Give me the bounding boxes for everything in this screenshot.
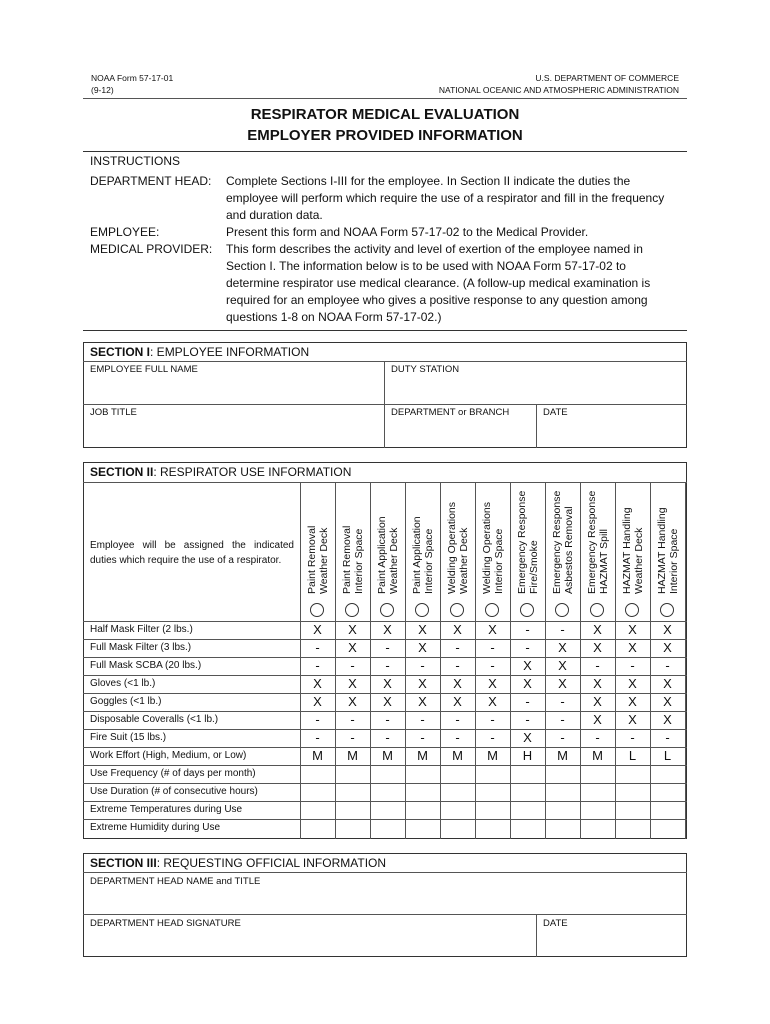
duty-name: Paint Application <box>375 516 388 594</box>
grid-cell: - <box>525 694 530 709</box>
grid-row-line <box>83 765 687 766</box>
duty-name: Welding Operations <box>445 501 458 594</box>
grid-cell: - <box>490 658 495 673</box>
form-number: NOAA Form 57-17-01 <box>91 73 174 83</box>
provider-instructions: This form describes the activity and level of exertion of the employee named in Section I. The information below is to be used with NOAA Form 57-17-02 to determine respirator use medical clearance. (A follow-up medical examination is required for an employee who gives a positive response to any question among questions 1-8 on NOAA Form 57-17-02.) <box>226 242 651 324</box>
grid-cell: - <box>350 658 355 673</box>
grid-cell: L <box>663 748 672 763</box>
grid-cell: - <box>455 658 460 673</box>
section-3-row-divider <box>83 914 687 915</box>
grid-cell: - <box>420 712 425 727</box>
grid-row-label: Fire Suit (15 lbs.) <box>90 732 167 743</box>
duty-select-radio[interactable] <box>485 603 499 617</box>
grid-cell: - <box>455 640 460 655</box>
grid-row-label: Use Frequency (# of days per month) <box>90 768 256 779</box>
duty-location: Interior Space <box>667 528 680 594</box>
duty-name: Emergency Response <box>515 490 528 594</box>
section-1-date-divider <box>536 404 537 448</box>
grid-cell: X <box>628 640 637 655</box>
grid-cell: M <box>452 748 463 763</box>
section-1-name: : EMPLOYEE INFORMATION <box>150 345 310 359</box>
grid-cell: X <box>453 676 462 691</box>
grid-row-label: Extreme Humidity during Use <box>90 822 221 833</box>
grid-cell: - <box>490 712 495 727</box>
grid-cell: - <box>385 658 390 673</box>
duty-location: Interior Space <box>492 528 505 594</box>
department-branch-field[interactable]: DEPARTMENT or BRANCH <box>391 407 510 418</box>
duty-column-label <box>446 484 470 594</box>
duty-station-field[interactable]: DUTY STATION <box>391 364 460 375</box>
grid-cell: M <box>417 748 428 763</box>
grid-cell: X <box>453 694 462 709</box>
grid-cell: X <box>348 676 357 691</box>
grid-cell: X <box>418 694 427 709</box>
grid-cell: X <box>488 694 497 709</box>
grid-cell: X <box>628 622 637 637</box>
duty-location: HAZMAT Spill <box>597 529 610 594</box>
grid-cell: X <box>663 622 672 637</box>
grid-cell: X <box>348 694 357 709</box>
grid-cell: X <box>593 694 602 709</box>
grid-cell: H <box>522 748 533 763</box>
grid-cell: X <box>663 694 672 709</box>
grid-cell: X <box>383 694 392 709</box>
grid-cell: - <box>665 730 670 745</box>
grid-row-label: Half Mask Filter (2 lbs.) <box>90 624 193 635</box>
dept-head-instructions: Complete Sections I-III for the employee. In Section II indicate the duties the employee will perform which require the use of a respirator and fill in the frequency and duration data. <box>226 174 665 222</box>
duty-select-radio[interactable] <box>450 603 464 617</box>
grid-cell: X <box>593 622 602 637</box>
grid-cell: - <box>455 712 460 727</box>
grid-cell: X <box>593 676 602 691</box>
duty-select-radio[interactable] <box>660 603 674 617</box>
grid-cell: - <box>385 640 390 655</box>
grid-row-label: Full Mask SCBA (20 lbs.) <box>90 660 202 671</box>
duty-column-header <box>300 483 335 595</box>
grid-col-line <box>685 482 686 839</box>
duty-location: Weather Deck <box>632 527 645 594</box>
grid-cell: - <box>455 730 460 745</box>
grid-cell: - <box>315 730 320 745</box>
agency-name: NATIONAL OCEANIC AND ATMOSPHERIC ADMINISTRATION <box>438 85 679 95</box>
grid-cell: - <box>595 658 600 673</box>
section-3-number: SECTION III <box>90 856 157 870</box>
job-title-field[interactable]: JOB TITLE <box>90 407 137 418</box>
duty-column-label <box>656 484 680 594</box>
grid-cell: M <box>557 748 568 763</box>
grid-cell: X <box>453 622 462 637</box>
grid-cell: X <box>628 694 637 709</box>
section-1-date-field[interactable]: DATE <box>543 407 568 418</box>
form-revision-date: (9-12) <box>91 85 114 95</box>
header-divider <box>83 98 687 99</box>
grid-cell: - <box>665 658 670 673</box>
grid-cell: X <box>313 694 322 709</box>
grid-cell: M <box>347 748 358 763</box>
section-1-col-divider <box>384 361 385 448</box>
grid-cell: - <box>525 640 530 655</box>
grid-cell: - <box>385 730 390 745</box>
duty-select-radio[interactable] <box>625 603 639 617</box>
grid-cell: X <box>418 622 427 637</box>
duty-column-header <box>510 483 545 595</box>
duty-column-label <box>306 484 330 594</box>
grid-cell: - <box>350 712 355 727</box>
duty-column-label <box>621 484 645 594</box>
employee-instructions: Present this form and NOAA Form 57-17-02 to the Medical Provider. <box>226 225 589 239</box>
grid-cell: - <box>350 730 355 745</box>
duty-column-label <box>481 484 505 594</box>
grid-cell: X <box>488 622 497 637</box>
grid-cell: X <box>628 712 637 727</box>
section-3-name: : REQUESTING OFFICIAL INFORMATION <box>156 856 387 870</box>
grid-row-label: Gloves (<1 lb.) <box>90 678 156 689</box>
grid-cell: M <box>312 748 323 763</box>
grid-cell: L <box>628 748 637 763</box>
grid-cell: X <box>348 640 357 655</box>
grid-cell: - <box>385 712 390 727</box>
section-3-date-field[interactable]: DATE <box>543 918 568 929</box>
grid-cell: - <box>560 712 565 727</box>
duty-column-label <box>551 484 575 594</box>
dept-head-name-title-field[interactable]: DEPARTMENT HEAD NAME and TITLE <box>90 876 261 887</box>
duty-column-header <box>475 483 510 595</box>
duty-select-radio[interactable] <box>310 603 324 617</box>
grid-cell: X <box>418 676 427 691</box>
duty-name: Emergency Response <box>585 490 598 594</box>
grid-cell: - <box>525 622 530 637</box>
duty-select-radio[interactable] <box>380 603 394 617</box>
grid-cell: X <box>593 712 602 727</box>
grid-row-line <box>83 819 687 820</box>
section-1-title <box>90 345 309 359</box>
duty-column-header <box>650 483 685 595</box>
grid-cell: X <box>383 676 392 691</box>
grid-cell: - <box>630 658 635 673</box>
duty-column-label <box>341 484 365 594</box>
duty-select-radio[interactable] <box>345 603 359 617</box>
duty-select-radio[interactable] <box>555 603 569 617</box>
grid-cell: X <box>628 676 637 691</box>
grid-cell: M <box>592 748 603 763</box>
grid-cell: - <box>595 730 600 745</box>
dept-head-signature-field[interactable]: DEPARTMENT HEAD SIGNATURE <box>90 918 241 929</box>
grid-row-line <box>83 783 687 784</box>
provider-label: MEDICAL PROVIDER: <box>90 242 213 256</box>
duty-location: Interior Space <box>422 528 435 594</box>
grid-row-label: Work Effort (High, Medium, or Low) <box>90 750 247 761</box>
section-3-date-divider <box>536 914 537 957</box>
employee-label: EMPLOYEE: <box>90 225 160 239</box>
duty-column-header <box>405 483 440 595</box>
grid-cell: - <box>560 694 565 709</box>
instructions-heading: INSTRUCTIONS <box>90 154 180 168</box>
duty-select-radio[interactable] <box>520 603 534 617</box>
grid-cell: X <box>523 730 532 745</box>
grid-cell: X <box>523 658 532 673</box>
grid-cell: - <box>630 730 635 745</box>
duty-location: Interior Space <box>352 528 365 594</box>
grid-cell: - <box>560 730 565 745</box>
grid-cell: - <box>315 640 320 655</box>
section-2-intro: Employee will be assigned the indicated duties which require the use of a respirator. <box>90 540 294 566</box>
duty-column-header <box>370 483 405 595</box>
duty-column-header <box>335 483 370 595</box>
agency-block <box>439 72 679 96</box>
grid-cell: X <box>523 676 532 691</box>
grid-cell: - <box>420 730 425 745</box>
duty-select-radio[interactable] <box>415 603 429 617</box>
duty-column-label <box>586 484 610 594</box>
duty-location: Weather Deck <box>457 527 470 594</box>
department-name: U.S. DEPARTMENT OF COMMERCE <box>535 73 679 83</box>
duty-column-label <box>516 484 540 594</box>
grid-cell: X <box>593 640 602 655</box>
grid-cell: - <box>315 658 320 673</box>
duty-name: Paint Application <box>410 516 423 594</box>
duty-location: Weather Deck <box>317 527 330 594</box>
title-line-1: RESPIRATOR MEDICAL EVALUATION <box>250 106 520 123</box>
grid-cell: X <box>383 622 392 637</box>
duty-column-label <box>411 484 435 594</box>
section-3-title <box>90 856 386 870</box>
grid-cell: M <box>487 748 498 763</box>
employee-full-name-field[interactable]: EMPLOYEE FULL NAME <box>90 364 198 375</box>
grid-cell: X <box>348 622 357 637</box>
section-3-title-divider <box>83 872 687 873</box>
section-2-number: SECTION II <box>90 465 154 479</box>
duty-location: Weather Deck <box>387 527 400 594</box>
grid-cell: X <box>418 640 427 655</box>
duty-column-header <box>580 483 615 595</box>
grid-cell: - <box>490 640 495 655</box>
duty-name: Paint Removal <box>340 525 353 594</box>
section-1-row-divider <box>83 404 687 405</box>
duty-select-radio[interactable] <box>590 603 604 617</box>
grid-cell: X <box>663 676 672 691</box>
duty-location: Fire/Smoke <box>527 540 540 594</box>
grid-row-line <box>83 801 687 802</box>
duty-name: Paint Removal <box>305 525 318 594</box>
dept-head-label: DEPARTMENT HEAD: <box>90 174 212 188</box>
duty-name: Welding Operations <box>480 501 493 594</box>
duty-name: Emergency Response <box>550 490 563 594</box>
duty-column-header <box>440 483 475 595</box>
grid-cell: - <box>525 712 530 727</box>
grid-cell: X <box>488 676 497 691</box>
duty-name: HAZMAT Handling <box>620 507 633 594</box>
grid-cell: X <box>558 640 567 655</box>
grid-cell: - <box>490 730 495 745</box>
grid-cell: - <box>315 712 320 727</box>
grid-cell: X <box>558 658 567 673</box>
duty-column-label <box>376 484 400 594</box>
grid-cell: X <box>313 622 322 637</box>
grid-row-label: Disposable Coveralls (<1 lb.) <box>90 714 219 725</box>
grid-cell: X <box>558 676 567 691</box>
section-2-name: : RESPIRATOR USE INFORMATION <box>153 465 352 479</box>
duty-column-header <box>545 483 580 595</box>
duty-name: HAZMAT Handling <box>655 507 668 594</box>
duty-column-header <box>615 483 650 595</box>
duty-location: Asbestos Removal <box>562 506 575 594</box>
form-number-block <box>91 72 173 96</box>
grid-row-label: Full Mask Filter (3 lbs.) <box>90 642 192 653</box>
grid-cell: - <box>420 658 425 673</box>
grid-row-label: Use Duration (# of consecutive hours) <box>90 786 258 797</box>
grid-row-label: Extreme Temperatures during Use <box>90 804 243 815</box>
grid-cell: - <box>560 622 565 637</box>
grid-row-label: Goggles (<1 lb.) <box>90 696 162 707</box>
grid-cell: M <box>382 748 393 763</box>
grid-cell: X <box>663 712 672 727</box>
section-1-number: SECTION I <box>90 345 151 359</box>
title-line-2: EMPLOYER PROVIDED INFORMATION <box>247 127 523 144</box>
form-title <box>83 104 687 146</box>
grid-cell: X <box>663 640 672 655</box>
section-1-title-divider <box>83 361 687 362</box>
grid-cell: X <box>313 676 322 691</box>
section-2-title <box>90 465 351 479</box>
